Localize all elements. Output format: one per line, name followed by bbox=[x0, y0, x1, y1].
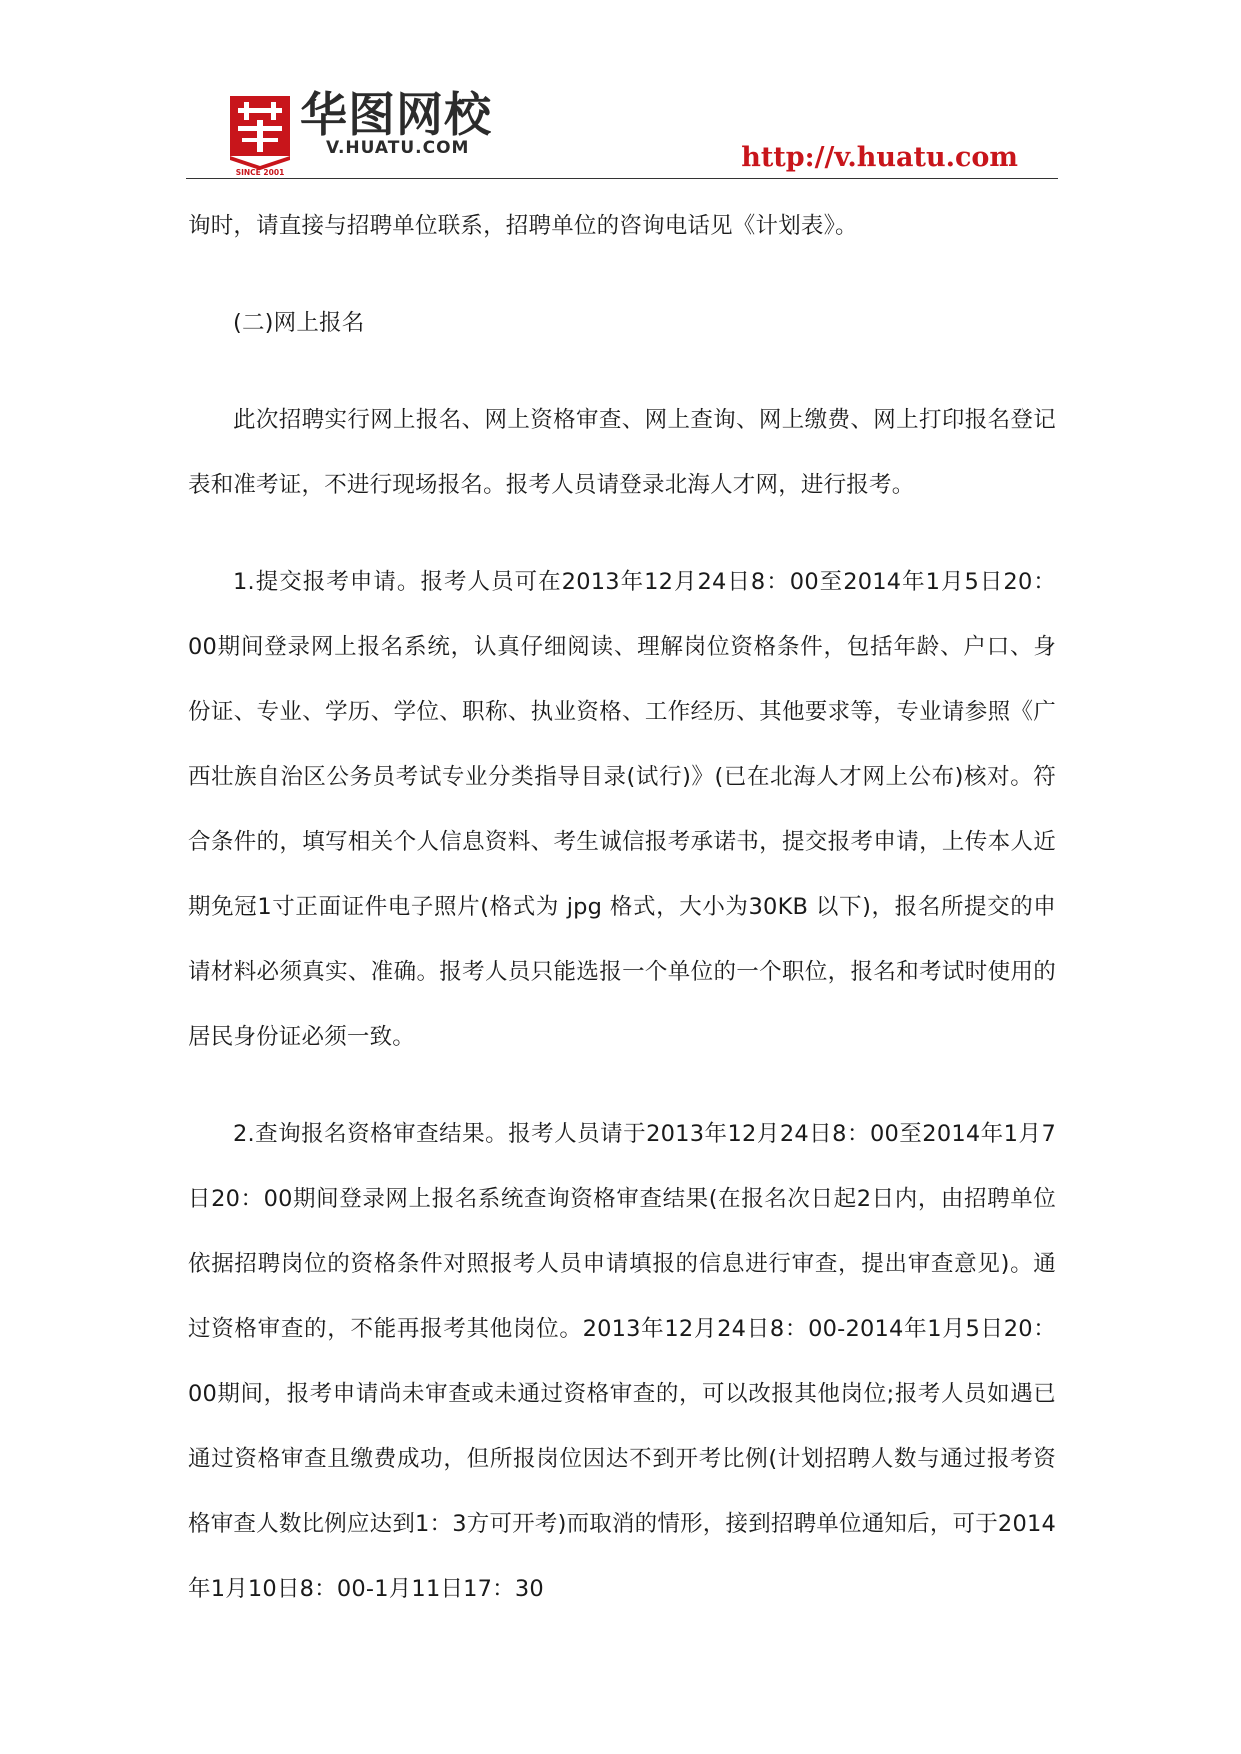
section-heading: (二)网上报名 bbox=[233, 310, 365, 336]
paragraph-query-results: 2.查询报名资格审查结果。报考人员请于2013年12月24日8：00至2014年1月7日20：00期间登录网上报名系统查询资格审查结果(在报名次日起2日内，由招聘单位依据招聘岗位的资格条件对照报考人员申请填报的信息进行审查，提出审查意见)。通过资格审查的，不能再报考其他岗位。2013年12月24日8：00-2014年1月5日20：00期间，报考申请尚未审查或未通过资格审查的，可以改报其他岗位;报考人员如遇已通过资格审查且缴费成功，但所报岗位因达不到开考比例(计划招聘人数与通过报考资格审查人数比例应达到1：3方可开考)而取消的情形，接到招聘单位通知后，可于2014年1月10日8：00-1月11日17：30 bbox=[188, 1121, 1056, 1602]
huatu-logo-mark-icon bbox=[230, 96, 290, 176]
paragraph-online-registration: 此次招聘实行网上报名、网上资格审查、网上查询、网上缴费、网上打印报名登记表和准考证，不进行现场报名。报考人员请登录北海人才网，进行报考。 bbox=[188, 407, 1056, 498]
paragraph-gap bbox=[188, 259, 1056, 291]
paragraph-continuation: 询时，请直接与招聘单位联系，招聘单位的咨询电话见《计划表》。 bbox=[188, 213, 858, 239]
document-body bbox=[188, 194, 1056, 1622]
site-url-link[interactable]: http://v.huatu.com bbox=[741, 142, 1018, 173]
logo-since-text: SINCE 2001 bbox=[235, 168, 285, 176]
paragraph-gap bbox=[188, 1070, 1056, 1102]
paragraph-submit-application: 1.提交报考申请。报考人员可在2013年12月24日8：00至2014年1月5日20：00期间登录网上报名系统，认真仔细阅读、理解岗位资格条件，包括年龄、户口、身份证、专业、学历、学位、职称、执业资格、工作经历、其他要求等，专业请参照《广西壮族自治区公务员考试专业分类指导目录(试行)》(已在北海人才网上公布)核对。符合条件的，填写相关个人信息资料、考生诚信报考承诺书，提交报考申请，上传本人近期免冠1寸正面证件电子照片(格式为 jpg 格式，大小为30KB 以下)，报名所提交的申请材料必须真实、准确。报考人员只能选报一个单位的一个职位，报名和考试时使用的居民身份证必须一致。 bbox=[188, 569, 1056, 1050]
logo-brand-name: 华图网校 bbox=[300, 88, 492, 143]
paragraph-gap bbox=[188, 518, 1056, 550]
page-header bbox=[186, 88, 1058, 180]
paragraph-gap bbox=[188, 356, 1056, 388]
header-divider bbox=[186, 178, 1058, 179]
huatu-logo bbox=[230, 88, 570, 176]
logo-domain: V.HUATU.COM bbox=[326, 138, 470, 158]
